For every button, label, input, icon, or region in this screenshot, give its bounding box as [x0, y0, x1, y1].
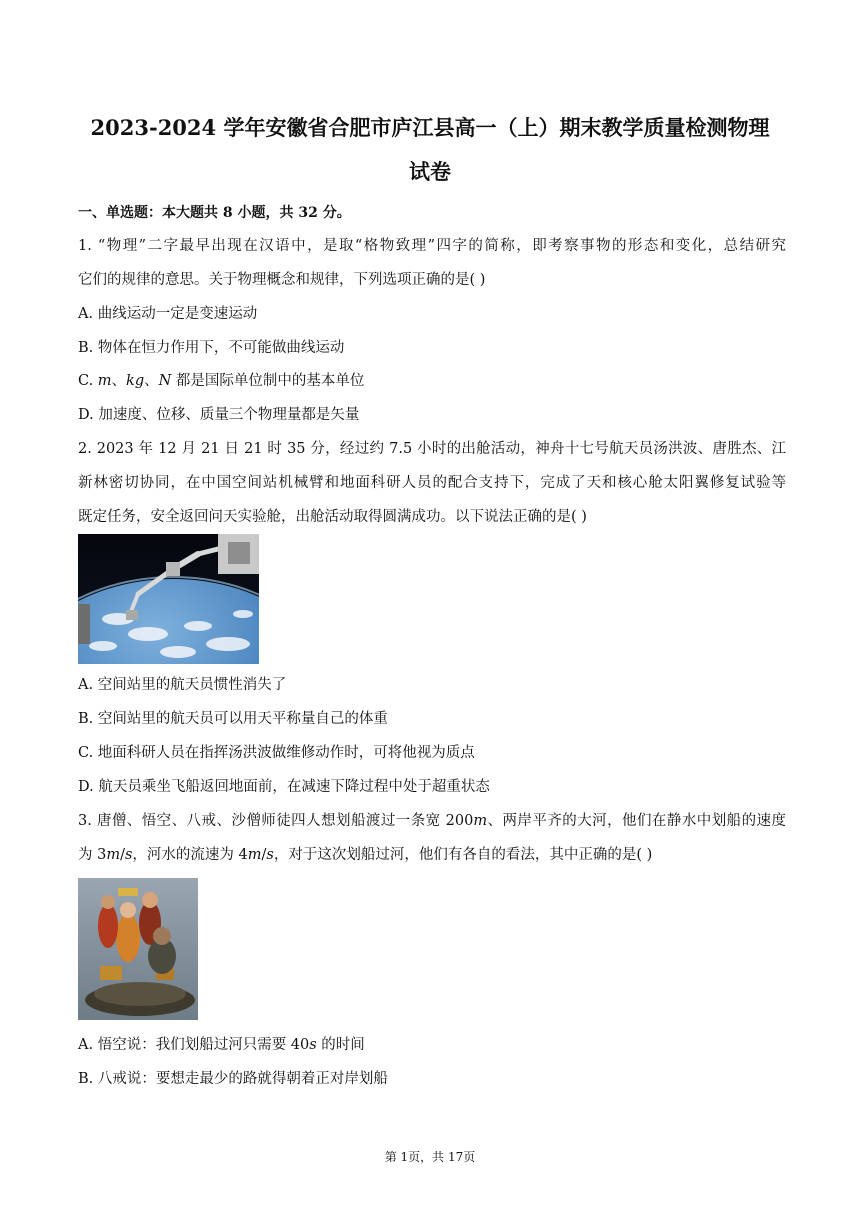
page-footer: 第 1页，共 17页: [384, 1150, 476, 1164]
question-3-option-b: B. 八戒说：要想走最少的路就得朝着正对岸划船: [78, 1071, 388, 1087]
journey-to-the-west-boat-photo: [78, 878, 198, 1020]
section-heading: 一、单选题：本大题共 8 小题，共 32 分。: [78, 205, 351, 221]
question-3-text-continued: 为 3𝑚/𝑠，河水的流速为 4𝑚/𝑠，对于这次划船过河，他们有各自的看法，其中正确的是( ): [78, 847, 653, 863]
question-1-option-c: C. 𝑚、𝑘𝑔、𝑁 都是国际单位制中的基本单位: [78, 373, 365, 389]
question-3-text: 3. 唐僧、悟空、八戒、沙僧师徒四人想划船渡过一条宽 200𝑚、两岸平齐的大河，他们在静水中划船的速度: [78, 813, 786, 829]
space-station-robotic-arm-photo: [78, 534, 259, 664]
question-1-option-b: B. 物体在恒力作用下，不可能做曲线运动: [78, 340, 345, 356]
question-2-text-end: 既定任务，安全返回问天实验舱，出舱活动取得圆满成功。以下说法正确的是( ): [78, 509, 587, 525]
question-1-option-d: D. 加速度、位移、质量三个物理量都是矢量: [78, 407, 360, 423]
question-2-text-continued: 新林密切协同，在中国空间站机械臂和地面科研人员的配合支持下，完成了天和核心舱太阳翼修复试验等: [78, 475, 786, 491]
question-2-option-d: D. 航天员乘坐飞船返回地面前，在减速下降过程中处于超重状态: [78, 779, 490, 795]
question-1-text: 1. “物理”二字最早出现在汉语中，是取“格物致理”四字的简称，即考察事物的形态和变化，总结研究: [78, 238, 786, 254]
question-1-option-a: A. 曲线运动一定是变速运动: [78, 306, 258, 322]
page-title: 2023-2024 学年安徽省合肥市庐江县高一（上）期末教学质量检测物理: [90, 115, 770, 140]
question-2-option-c: C. 地面科研人员在指挥汤洪波做维修动作时，可将他视为质点: [78, 745, 475, 761]
question-2-option-a: A. 空间站里的航天员惯性消失了: [78, 677, 287, 693]
question-2-text: 2. 2023 年 12 月 21 日 21 时 35 分，经过约 7.5 小时的出舱活动，神舟十七号航天员汤洪波、唐胜杰、江: [78, 441, 786, 457]
question-1-text-continued: 它们的规律的意思。关于物理概念和规律，下列选项正确的是( ): [78, 272, 486, 288]
page-title-continued: 试卷: [409, 159, 451, 184]
question-2-option-b: B. 空间站里的航天员可以用天平称量自己的体重: [78, 711, 388, 727]
question-3-option-a: A. 悟空说：我们划船过河只需要 40𝑠 的时间: [78, 1037, 365, 1053]
